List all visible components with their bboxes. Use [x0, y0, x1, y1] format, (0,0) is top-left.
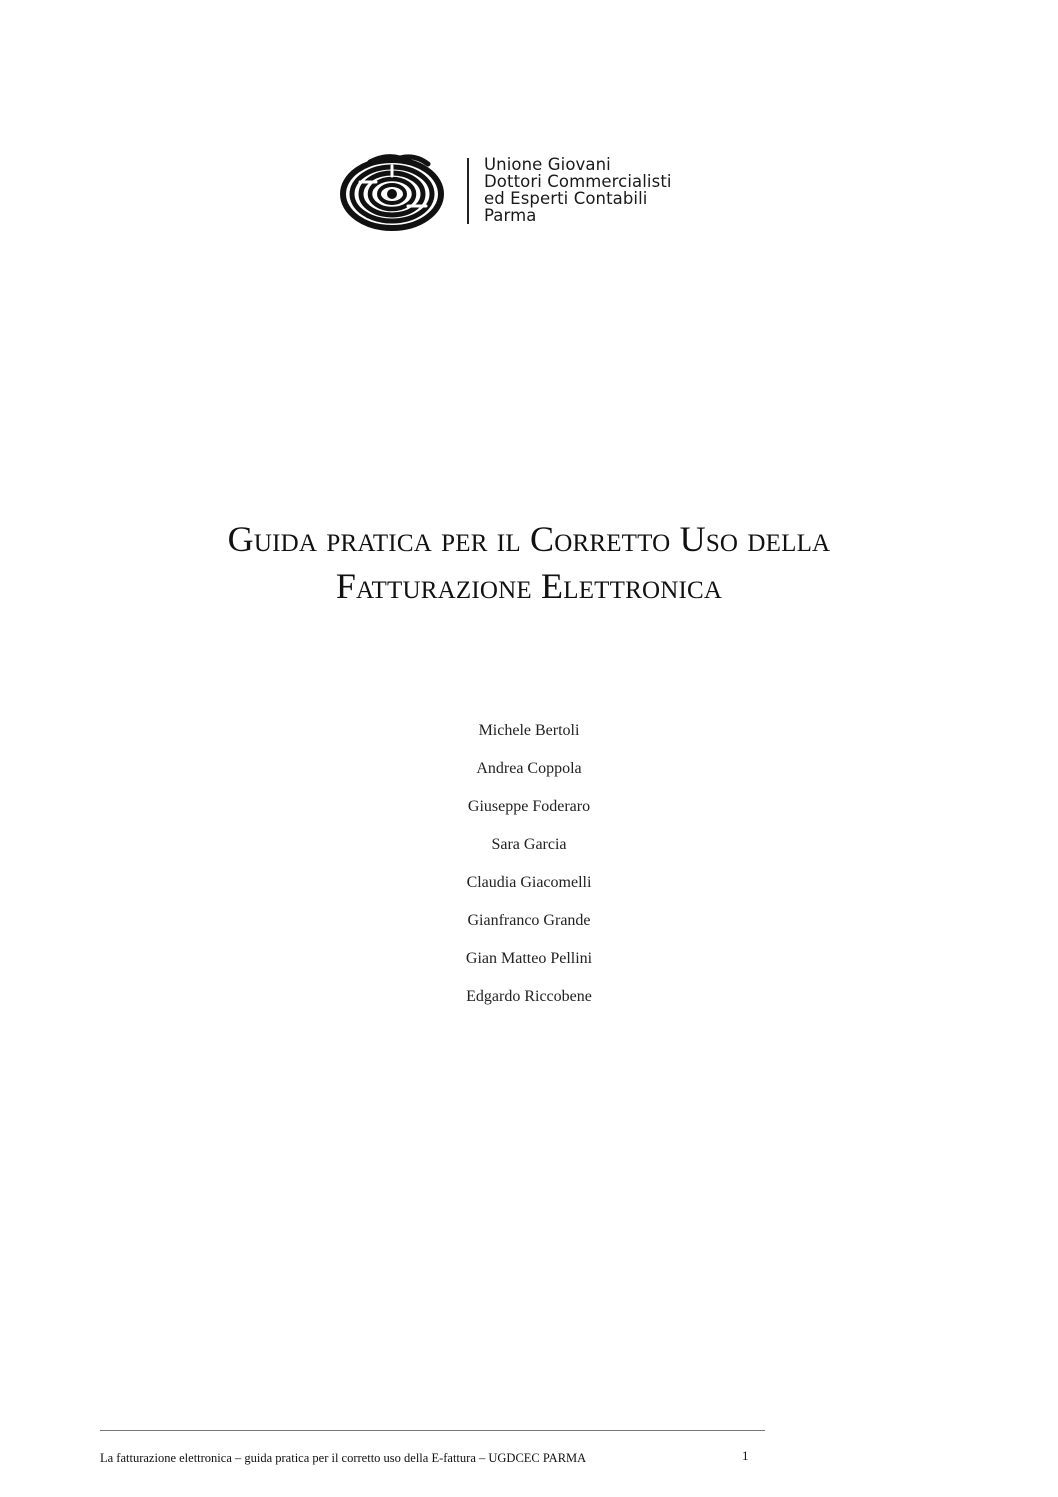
logo-line: Parma [484, 206, 537, 225]
labyrinth-emblem-icon [340, 152, 444, 232]
logo-line: ed Esperti Contabili [484, 189, 648, 208]
document-title [0, 516, 1058, 610]
author-name: Sara Garcia [491, 836, 567, 853]
author-name: Giuseppe Foderaro [467, 798, 591, 815]
author-name: Gianfranco Grande [467, 912, 591, 929]
author-name: Michele Bertoli [478, 722, 580, 739]
logo-line: Dottori Commercialisti [484, 172, 672, 191]
author-list [0, 719, 1058, 1023]
page-number: 1 [742, 1448, 749, 1463]
running-footer: La fatturazione elettronica – guida pratica per il corretto uso della E-fattura – UGDCEC PARMA [100, 1451, 587, 1465]
ugdcec-logo [340, 150, 740, 232]
author-name: Andrea Coppola [476, 760, 582, 777]
logo-line: Unione Giovani [484, 155, 611, 174]
title-line: Fatturazione Elettronica [335, 566, 723, 606]
author-name: Claudia Giacomelli [466, 874, 592, 891]
footer-divider [100, 1430, 765, 1431]
author-name: Gian Matteo Pellini [465, 950, 593, 967]
title-line: Guida pratica per il Corretto Uso della [227, 519, 831, 559]
author-name: Edgardo Riccobene [466, 988, 592, 1005]
logo-wordmark [484, 156, 672, 224]
logo-divider [467, 158, 469, 224]
